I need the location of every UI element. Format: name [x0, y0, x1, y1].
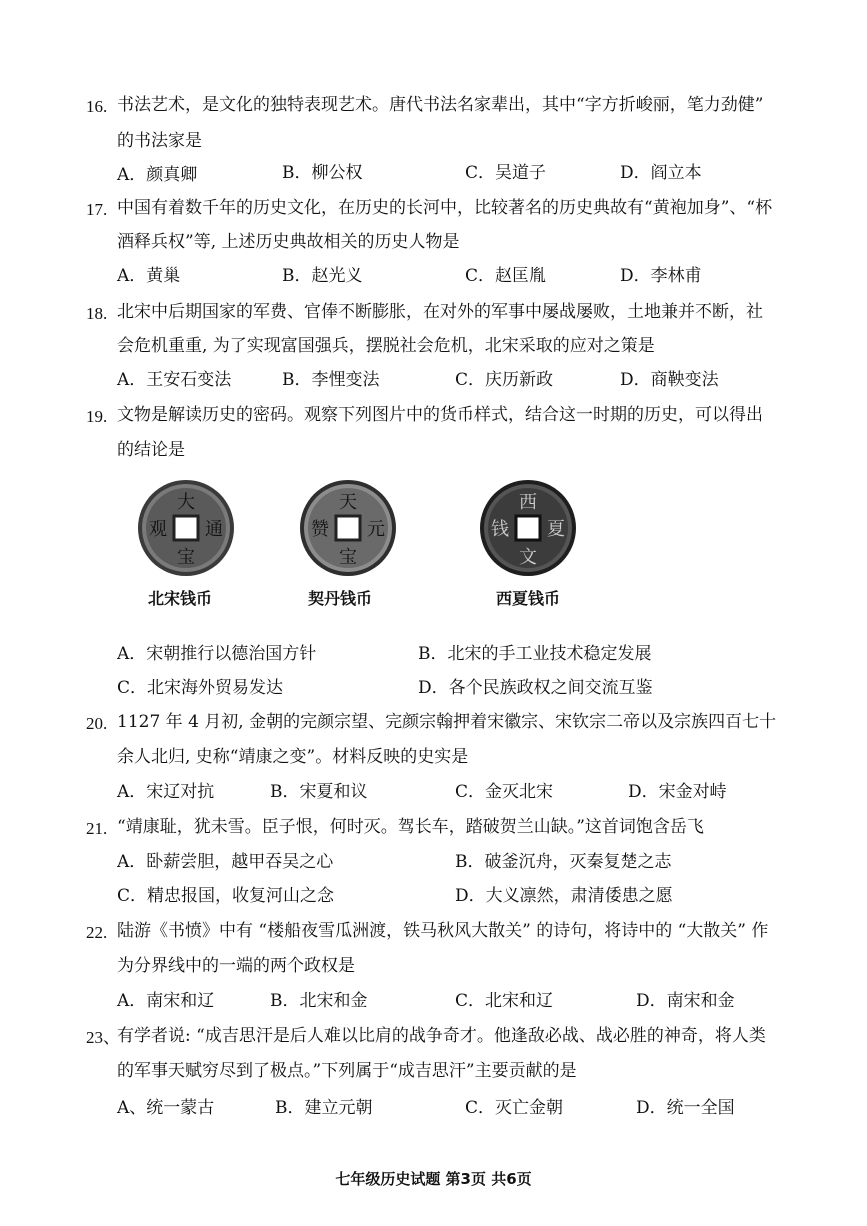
question-text: 1127 年 4 月初, 金朝的完颜宗望、完颜宗翰押着宋徽宗、宋钦宗二帝以及宗族四百七十 — [117, 712, 777, 732]
option-b: B．柳公权 — [282, 163, 363, 183]
option-a: A．宋辽对抗 — [117, 782, 215, 802]
coin-char: 观 — [149, 519, 167, 540]
northern-song-coin-image — [136, 478, 236, 578]
option-b: B．北宋和金 — [270, 991, 368, 1011]
option-c: C．庆历新政 — [455, 370, 554, 390]
option-b: B．宋夏和议 — [270, 782, 368, 802]
option-b: B．北宋的手工业技术稳定发展 — [418, 644, 652, 664]
question-text: 的结论是 — [117, 440, 185, 460]
khitan-coin-image — [298, 478, 398, 578]
coin-caption: 契丹钱币 — [308, 589, 373, 608]
coin-char: 文 — [519, 547, 537, 568]
option-d: D．商鞅变法 — [620, 370, 719, 390]
option-c: C．北宋和辽 — [455, 991, 554, 1011]
question-number: 18. — [86, 304, 108, 323]
question-text: 的书法家是 — [117, 131, 202, 151]
option-a: A．黄巢 — [117, 266, 181, 286]
coin-char: 大 — [177, 492, 195, 513]
coin-char: 赞 — [311, 519, 329, 540]
option-c: C．灭亡金朝 — [465, 1098, 564, 1118]
question-text: 的军事天赋穷尽到了极点。”下列属于“成吉思汗”主要贡献的是 — [117, 1061, 577, 1081]
question-number: 20. — [86, 714, 108, 733]
question-number: 19. — [86, 407, 108, 426]
option-a: A．颜真卿 — [117, 165, 198, 185]
coin-char: 西 — [519, 492, 537, 513]
option-b: B．李悝变法 — [282, 370, 380, 390]
option-c: C．北宋海外贸易发达 — [117, 678, 284, 698]
option-c: C．精忠报国，收复河山之念 — [117, 886, 335, 906]
coin-caption: 北宋钱币 — [148, 589, 213, 608]
coin-char: 宝 — [339, 547, 357, 568]
option-b: B．赵光义 — [282, 266, 363, 286]
option-c: C．金灭北宋 — [455, 782, 554, 802]
question-text: 有学者说: “成吉思汗是后人难以比肩的战争奇才。他逢敌必战、战必胜的神奇，将人类 — [117, 1026, 766, 1046]
coin-char: 宝 — [177, 547, 195, 568]
option-a: A．王安石变法 — [117, 370, 232, 390]
option-d: D．统一全国 — [636, 1098, 735, 1118]
question-text: 为分界线中的一端的两个政权是 — [117, 956, 355, 976]
question-number: 21. — [86, 819, 108, 838]
coin-caption: 西夏钱币 — [496, 589, 561, 608]
option-c: C．吴道子 — [465, 163, 547, 183]
coin-char: 钱 — [491, 519, 509, 540]
question-text: “靖康耻，犹未雪。臣子恨，何时灭。驾长车，踏破贺兰山缺。”这首词饱含岳飞 — [117, 817, 704, 837]
option-a: A．卧薪尝胆，越甲吞吴之心 — [117, 852, 334, 872]
question-text: 书法艺术，是文化的独特表现艺术。唐代书法名家辈出，其中“字方折峻丽，笔力劲健” — [117, 95, 764, 115]
option-c: C．赵匡胤 — [465, 266, 547, 286]
question-text: 酒释兵权”等, 上述历史典故相关的历史人物是 — [117, 232, 460, 252]
question-text: 余人北归, 史称“靖康之变”。材料反映的史实是 — [117, 747, 469, 767]
option-a: A、统一蒙古 — [117, 1098, 215, 1118]
option-d: D．阎立本 — [620, 163, 702, 183]
question-number: 17. — [86, 200, 108, 219]
coin-images — [128, 478, 598, 618]
question-number: 22. — [86, 923, 108, 942]
question-text: 中国有着数千年的历史文化，在历史的长河中，比较著名的历史典故有“黄袍加身”、“杯 — [117, 198, 773, 218]
western-xia-coin-image — [478, 478, 578, 578]
option-d: D．各个民族政权之间交流互鉴 — [418, 678, 653, 698]
question-text: 会危机重重, 为了实现富国强兵，摆脱社会危机，北宋采取的应对之策是 — [117, 336, 655, 356]
option-d: D．大义凛然，肃清倭患之愿 — [455, 886, 673, 906]
question-number: 16. — [86, 97, 108, 116]
question-text: 陆游《书愤》中有 “楼船夜雪瓜洲渡，铁马秋风大散关” 的诗句，将诗中的 “大散关” 作 — [117, 921, 769, 941]
coin-char: 通 — [205, 519, 223, 540]
page-footer: 七年级历史试题 第3页 共6页 — [335, 1170, 532, 1188]
question-text: 北宋中后期国家的军费、官俸不断膨胀，在对外的军事中屡战屡败，土地兼并不断，社 — [117, 302, 763, 322]
question-number: 23、 — [86, 1028, 120, 1047]
coin-char: 天 — [339, 492, 357, 513]
option-d: D．南宋和金 — [636, 991, 735, 1011]
option-d: D．宋金对峙 — [628, 782, 727, 802]
question-text: 文物是解读历史的密码。观察下列图片中的货币样式，结合这一时期的历史，可以得出 — [117, 405, 763, 425]
option-b: B．破釜沉舟，灭秦复楚之志 — [455, 852, 672, 872]
coin-char: 元 — [367, 519, 385, 540]
option-a: A．宋朝推行以德治国方针 — [117, 644, 317, 664]
option-a: A．南宋和辽 — [117, 991, 215, 1011]
option-b: B．建立元朝 — [275, 1098, 373, 1118]
option-d: D．李林甫 — [620, 266, 702, 286]
coin-char: 夏 — [547, 519, 565, 540]
